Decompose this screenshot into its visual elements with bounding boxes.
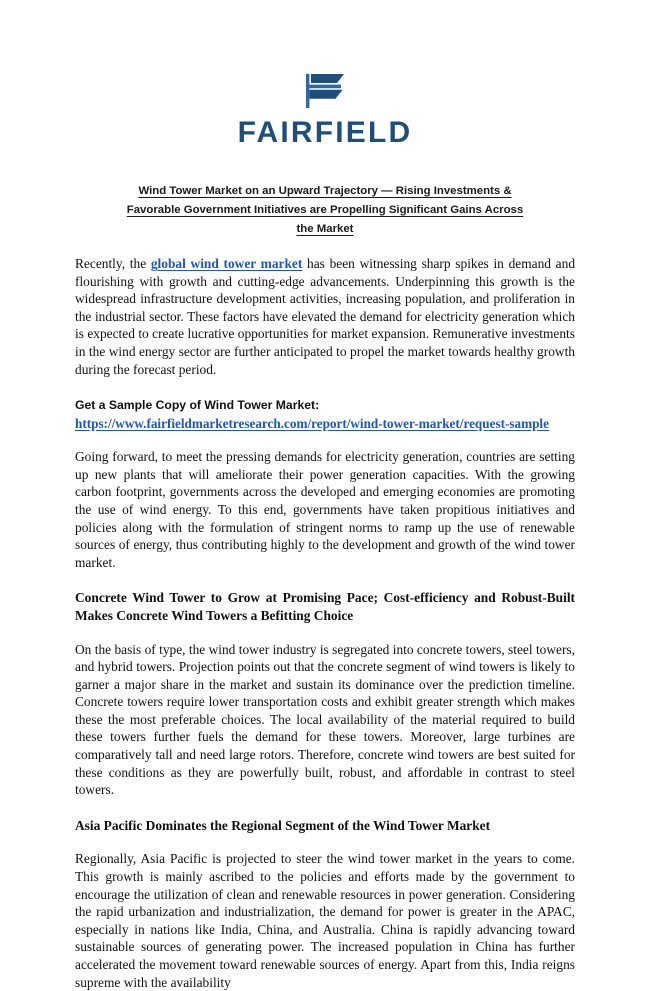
heading-concrete-wind-tower: Concrete Wind Tower to Grow at Promising Pace; Cost-efficiency and Robust-Built Makes Concrete Wind Towers a Befitting Choice bbox=[75, 590, 575, 623]
page-title-line-1: Wind Tower Market on an Upward Trajectory — Rising Investments & bbox=[138, 185, 512, 197]
request-sample-link[interactable]: https://www.fairfieldmarketresearch.com/report/wind-tower-market/request-sample bbox=[75, 416, 549, 432]
intro-text-before-link: Recently, the bbox=[75, 256, 151, 271]
global-wind-tower-market-link[interactable]: global wind tower market bbox=[150, 256, 303, 271]
page-title-line-2: Favorable Government Initiatives are Propelling Significant Gains Across bbox=[126, 204, 524, 216]
paragraph-intro bbox=[75, 239, 575, 378]
intro-text-after-link: has been witnessing sharp spikes in demand and flourishing with growth and cutting-edge advancements. Underpinning this growth is the widespread infrastructure development activities, increasing population, and proliferation in the industrial sector. These factors have elevated the demand for electricity generation which is expected to create lucrative opportunities for market expansion. Remunerative investments in the wind energy sector are further anticipated to propel the market towards healthy growth during the forecast period. bbox=[75, 256, 576, 377]
sample-copy-cta bbox=[75, 378, 575, 432]
page-title bbox=[75, 148, 575, 239]
sample-copy-label: Get a Sample Copy of Wind Tower Market: bbox=[75, 398, 320, 413]
paragraph-government-initiatives: Going forward, to meet the pressing demands for electricity generation, countries are setting up new plants that will ameliorate their power generation capacities. With the growing carbon footprint, governments across the developed and emerging economies are promoting the use of wind energy. To this end, governments have taken propitious initiatives and policies along with the formulation of stringent norms to ramp up the use of renewable sources of energy, thus contributing highly to the development and growth of the wind tower market. bbox=[75, 449, 575, 570]
heading-asia-pacific: Asia Pacific Dominates the Regional Segment of the Wind Tower Market bbox=[75, 817, 491, 833]
brand-header bbox=[75, 0, 575, 148]
fairfield-flag-mark-icon bbox=[297, 62, 353, 112]
brand-wordmark: FAIRFIELD bbox=[237, 116, 413, 149]
paragraph-asia-pacific: Regionally, Asia Pacific is projected to steer the wind tower market in the years to come. This growth is mainly ascribed to the policies and efforts made by the government to encourage the utilization of clean and renewable resources in power generation. Considering the rapid urbanization and industrialization, the demand for power is greater in the APAC, especially in nations like India, China, and Australia. China is rapidly advancing toward sustainable sources of generating power. The increased population in China has further accelerated the movement toward renewable sources of energy. Apart from this, India reigns supreme with the availability bbox=[75, 851, 575, 990]
paragraph-concrete-wind-tower: On the basis of type, the wind tower industry is segregated into concrete towers, steel towers, and hybrid towers. Projection points out that the concrete segment of wind towers is likely to garner a major share in the market and sustain its dominance over the prediction timeline. Concrete towers require lower transportation costs and exhibit greater strength which makes these the most preferable choices. The local availability of the material required to build these towers further fuels the demand for these towers. Moreover, large turbines are comparatively tall and need large rotors. Therefore, concrete wind towers are best suited for these conditions as they are powerfully built, robust, and affordable in contrast to steel towers. bbox=[75, 641, 575, 798]
page-title-line-3: the Market bbox=[296, 223, 354, 235]
